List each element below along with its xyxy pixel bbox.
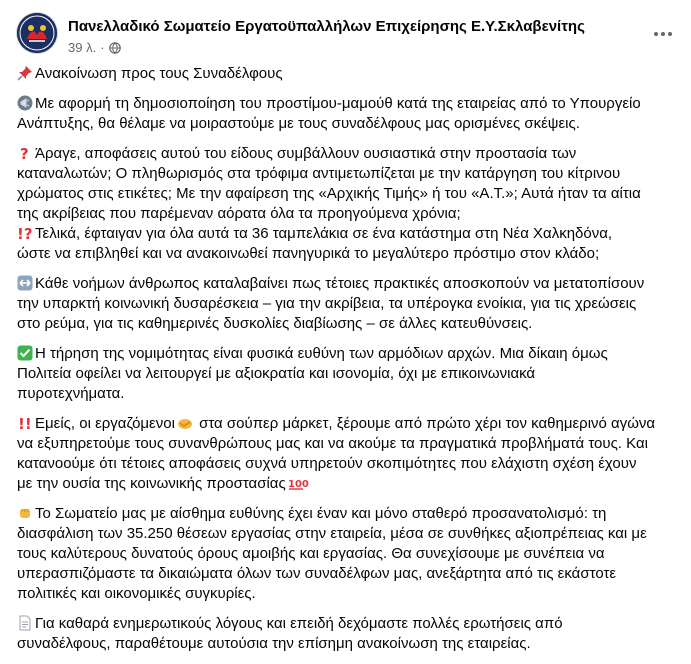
- paragraph-2-line-1: Άραγε, αποφάσεις αυτού του είδους συμβάλλουν ουσιαστικά στην προστασία των: [35, 145, 577, 162]
- paragraph-6-line-1b: στα σούπερ μάρκετ, ξέρουμε από πρώτο χέρι τον καθημερινό αγώνα: [194, 415, 656, 432]
- paragraph-1: [17, 94, 677, 134]
- svg-text:100: 100: [287, 479, 309, 490]
- paragraph-2: [17, 144, 677, 264]
- megaphone-icon: [17, 95, 33, 111]
- paragraph-6-line-2: να εξυπηρετούμε τους συνανθρώπους μας και να ακούμε τα πραγματικά προβλήματά τους. Και: [17, 435, 648, 452]
- svg-text:!?: !?: [17, 225, 33, 243]
- paragraph-5-line-1: Η τήρηση της νομιμότητας είναι φυσικά ευθύνη των αρμόδιων αρχών. Μια δίκαιη όμως: [35, 345, 608, 362]
- paragraph-6-line-4: με την ουσία της κοινωνικής προστασίας: [17, 475, 286, 492]
- pushpin-icon: [17, 65, 33, 81]
- svg-text:?: ?: [20, 145, 29, 163]
- paragraph-2-line-2: καταναλωτών; Ο πληθωρισμός στα τρόφιμα αντιμετωπίζεται με την κατάργηση του κίτρινου: [17, 165, 621, 182]
- paragraph-4-line-1: Κάθε νοήμων άνθρωπος καταλαβαίνει πως τέτοιες πρακτικές αποσκοπούν να μετατοπίσουν: [35, 275, 645, 292]
- page-document-icon: [17, 615, 33, 631]
- post-header: [0, 0, 691, 68]
- paragraph-1-line-2: Ανάπτυξης, θα θέλαμε να μοιραστούμε με τους συναδέλφους μας ορισμένες σκέψεις.: [17, 115, 580, 132]
- paragraph-7-line-4: υπερασπιζόμαστε τα δικαιώματα όλων των συναδέλφων μας, ανεξάρτητα από τις εκάστοτε: [17, 565, 617, 582]
- post-title-paragraph: [17, 64, 677, 84]
- paragraph-8: [17, 614, 677, 654]
- paragraph-4-line-3: στο ρεύμα, για τις καθημερινές δυσκολίες διαβίωσης – σε άλλες κατευθύνσεις.: [17, 315, 533, 332]
- paragraph-5-line-2: Πολιτεία οφείλει να λειτουργεί με αξιοκρατία και ισονομία, όχι με επικοινωνιακά: [17, 365, 536, 382]
- green-check-icon: [17, 345, 33, 361]
- paragraph-8-line-2: συναδέλφους, παραθέτουμε αυτούσια την επίσημη ανακοίνωση της εταιρείας.: [17, 635, 531, 652]
- post-timestamp[interactable]: 39 λ.: [68, 40, 97, 55]
- paragraph-7: [17, 504, 677, 604]
- union-logo-icon: [17, 13, 57, 53]
- paragraph-6-line-3: κατανοούμε ότι τέτοιες αποφάσεις συχνά υπηρετούν σκοπιμότητες που ελάχιστη σχέση έχουν: [17, 455, 637, 472]
- paragraph-7-line-1: Το Σωματείο μας με αίσθημα ευθύνης έχει έναν και μόνο σταθερό προσανατολισμό: τη: [35, 505, 607, 522]
- handshake-icon: [177, 415, 193, 431]
- double-exclamation-icon: [17, 415, 33, 431]
- paragraph-6: [17, 414, 677, 494]
- page-name[interactable]: Πανελλαδικό Σωματείο Εργατοϋπαλλήλων Επιχείρησης Ε.Υ.Σκλαβενίτης: [68, 18, 585, 35]
- paragraph-2-line-4: της ακρίβειας που παρέμεναν αόρατα όλα τα προηγούμενα χρόνια;: [17, 205, 461, 222]
- paragraph-2-line-3: χρώματος στις ετικέτες; Με την αφαίρεση της «Αρχικής Τιμής» ή του «Α.Τ.»; Αυτά ήταν τα αίτια: [17, 185, 641, 202]
- paragraph-7-line-3: τους καλύτερους δυνατούς όρους αμοιβής και εργασίας. Θα συνεχίσουμε με συνέπεια να: [17, 545, 605, 562]
- paragraph-1-line-1: Με αφορμή τη δημοσιοποίηση του προστίμου-μαμούθ κατά της εταιρείας από το Υπουργείο: [35, 95, 641, 112]
- paragraph-5-line-3: πυροτεχνήματα.: [17, 385, 125, 402]
- paragraph-5: [17, 344, 677, 404]
- paragraph-7-line-2: διασφάλιση των 35.250 θέσεων εργασίας στην εταιρεία, μέσα σε συνθήκες αξιοπρέπειας και με: [17, 525, 647, 542]
- hundred-points-icon: [287, 475, 309, 491]
- post-body: [17, 64, 677, 664]
- meta-separator: ·: [100, 40, 105, 55]
- post-meta: [68, 40, 121, 55]
- svg-text:!!: !!: [18, 415, 32, 433]
- left-right-arrow-icon: [17, 275, 33, 291]
- paragraph-4: [17, 274, 677, 334]
- globe-icon[interactable]: [109, 42, 121, 54]
- paragraph-4-line-2: την υπαρκτή κοινωνική δυσαρέσκεια – για την ακρίβεια, τα υπέρογκα ενοίκια, για τις χρεώσεις: [17, 295, 637, 312]
- paragraph-8-line-1: Για καθαρά ενημερωτικούς λόγους και επειδή δεχόμαστε πολλές ερωτήσεις από: [35, 615, 563, 632]
- exclamation-question-icon: [17, 225, 33, 241]
- paragraph-3-line-2: ώστε να επιβληθεί και να ανακοινωθεί πανηγυρικά το μεγαλύτερο πρόστιμο στον κλάδο;: [17, 245, 600, 262]
- paragraph-3-line-1: Τελικά, έφταιγαν για όλα αυτά τα 36 ταμπελάκια σε ένα κατάστημα στη Νέα Χαλκηδόνα,: [35, 225, 613, 242]
- post-title: Ανακοίνωση προς τους Συναδέλφους: [35, 65, 283, 82]
- paragraph-6-line-1a: Εμείς, οι εργαζόμενοι: [35, 415, 175, 432]
- red-question-icon: [17, 145, 33, 161]
- paragraph-7-line-5: πολιτικές και οικονομικές συγκυρίες.: [17, 585, 256, 602]
- page-avatar[interactable]: [17, 13, 57, 53]
- raised-fist-icon: [17, 505, 33, 521]
- more-options-icon[interactable]: [653, 24, 673, 44]
